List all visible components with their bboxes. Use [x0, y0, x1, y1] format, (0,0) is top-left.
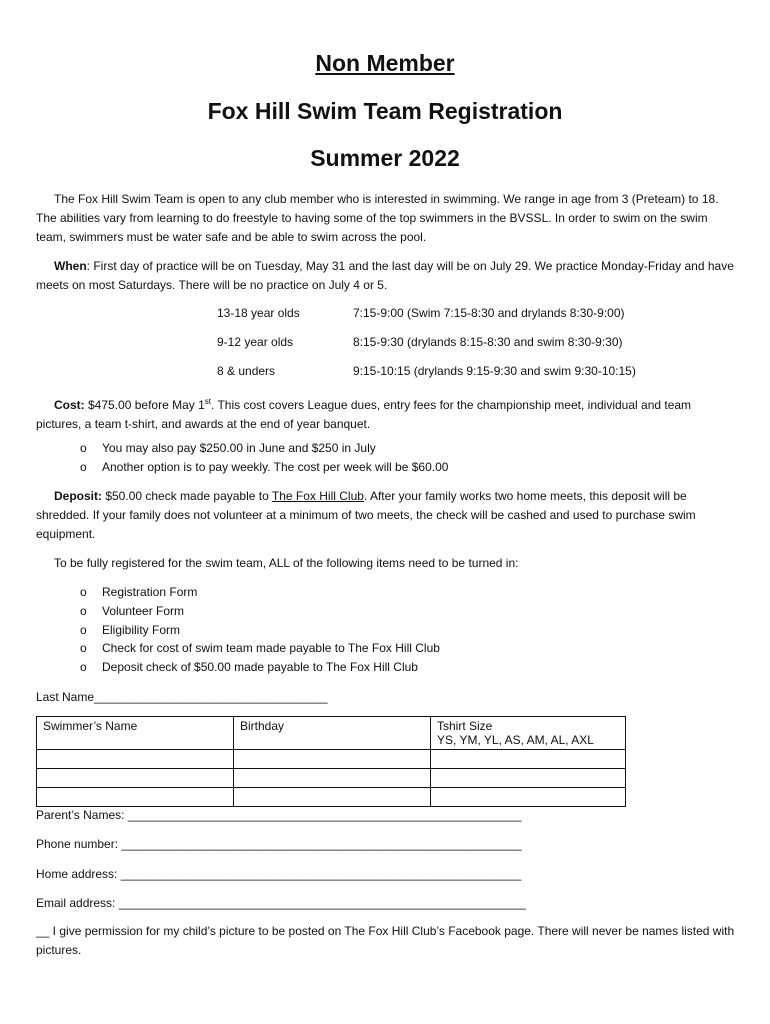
when-label: When	[54, 259, 87, 273]
deposit-text-post: . After your family works two home meets, this deposit will be shredded. If your family does not volunteer at a minimum of two meets, the check will be cashed and used to purchase swim equipment.	[36, 489, 696, 541]
table-row[interactable]	[37, 788, 626, 807]
cost-superscript: st	[204, 397, 211, 406]
table-header-row	[37, 717, 626, 750]
bullet-marker: o	[80, 660, 87, 674]
checklist-item-text: Volunteer Form	[102, 604, 185, 618]
bullet-marker: o	[80, 641, 87, 655]
checklist-item-text: Check for cost of swim team made payable to The Fox Hill Club	[102, 641, 440, 655]
header-swimmer-name: Swimmer’s Name	[37, 717, 234, 750]
cost-paragraph	[36, 392, 736, 434]
checklist-item-text: Deposit check of $50.00 made payable to The Fox Hill Club	[102, 660, 418, 674]
checklist-item	[80, 604, 184, 618]
checklist-item	[80, 641, 440, 655]
schedule-time-2: 8:15-9:30 (drylands 8:15-8:30 and swim 8:30-9:30)	[353, 335, 623, 349]
birthday-cell[interactable]	[234, 788, 431, 807]
email-address-field[interactable]: Email address: _____________________________________________________________	[36, 896, 526, 910]
tshirt-label: Tshirt Size	[437, 719, 493, 733]
cost-option-text: Another option is to pay weekly. The cost per week will be $60.00	[102, 460, 449, 474]
deposit-text-pre: $50.00 check made payable to	[102, 489, 272, 503]
swimmer-name-cell[interactable]	[37, 750, 234, 769]
header-tshirt-size	[431, 717, 626, 750]
schedule-group-3: 8 & unders	[217, 364, 276, 378]
deposit-label: Deposit:	[54, 489, 102, 503]
schedule-group-2: 9-12 year olds	[217, 335, 294, 349]
when-text: : First day of practice will be on Tuesday, May 31 and the last day will be on July 29. We practice Monday-Friday and have meets on most Saturdays. There will be no practice on July 4 or 5.	[36, 259, 734, 292]
tshirt-cell[interactable]	[431, 788, 626, 807]
photo-permission[interactable]: __ I give permission for my child’s picture to be posted on The Fox Hill Club’s Facebook page. There will never be names listed with pictures.	[36, 924, 735, 957]
doc-title-non-member: Non Member	[315, 50, 455, 76]
cost-text-post: . This cost covers League dues, entry fees for the championship meet, individual and team pictures, a team t-shirt, and awards at the end of year banquet.	[36, 398, 692, 431]
bullet-marker: o	[80, 441, 87, 455]
cost-option-text: You may also pay $250.00 in June and $250 in July	[102, 441, 376, 455]
deposit-payee: The Fox Hill Club	[271, 489, 364, 503]
tshirt-cell[interactable]	[431, 769, 626, 788]
bullet-marker: o	[80, 460, 87, 474]
swimmer-name-cell[interactable]	[37, 769, 234, 788]
schedule-time-3: 9:15-10:15 (drylands 9:15-9:30 and swim 9:30-10:15)	[353, 364, 636, 378]
bullet-marker: o	[80, 604, 87, 618]
bullet-marker: o	[80, 623, 87, 637]
birthday-cell[interactable]	[234, 769, 431, 788]
cost-option-1	[80, 441, 376, 455]
intro-text: The Fox Hill Swim Team is open to any club member who is interested in swimming. We range in age from 3 (Preteam) to 18. The abilities vary from learning to do freestyle to having some of the top swimmers in the BVSSL. In order to swim on the swim team, swimmers must be water safe and be able to swim across the pool.	[36, 192, 719, 244]
when-paragraph	[36, 257, 736, 295]
checklist-item	[80, 623, 180, 637]
last-name-field[interactable]: Last Name___________________________________	[36, 690, 328, 704]
cost-text-pre: $475.00 before May 1	[84, 398, 205, 412]
checklist-intro	[36, 554, 736, 573]
tshirt-cell[interactable]	[431, 750, 626, 769]
cost-option-2	[80, 460, 448, 474]
schedule-group-1: 13-18 year olds	[217, 306, 300, 320]
parents-names-field[interactable]: Parent’s Names: ___________________________________________________________	[36, 808, 522, 822]
checklist-intro-text: To be fully registered for the swim team, ALL of the following items need to be turned in:	[54, 556, 519, 570]
header-birthday: Birthday	[234, 717, 431, 750]
doc-title-season: Summer 2022	[310, 145, 460, 171]
checklist-item-text: Eligibility Form	[102, 623, 181, 637]
table-row[interactable]	[37, 769, 626, 788]
phone-number-field[interactable]: Phone number: ____________________________________________________________	[36, 837, 522, 851]
checklist-item-text: Registration Form	[102, 585, 198, 599]
birthday-cell[interactable]	[234, 750, 431, 769]
deposit-paragraph	[36, 487, 736, 544]
schedule-time-1: 7:15-9:00 (Swim 7:15-8:30 and drylands 8:30-9:00)	[353, 306, 625, 320]
swimmer-name-cell[interactable]	[37, 788, 234, 807]
bullet-marker: o	[80, 585, 87, 599]
table-row[interactable]	[37, 750, 626, 769]
home-address-field[interactable]: Home address: ____________________________________________________________	[36, 867, 522, 881]
doc-title-registration: Fox Hill Swim Team Registration	[207, 98, 563, 124]
tshirt-sizes: YS, YM, YL, AS, AM, AL, AXL	[437, 733, 594, 747]
swimmer-table	[36, 716, 626, 807]
cost-label: Cost:	[54, 398, 85, 412]
checklist-item	[80, 660, 418, 674]
intro-paragraph	[36, 190, 736, 247]
checklist-item	[80, 585, 197, 599]
